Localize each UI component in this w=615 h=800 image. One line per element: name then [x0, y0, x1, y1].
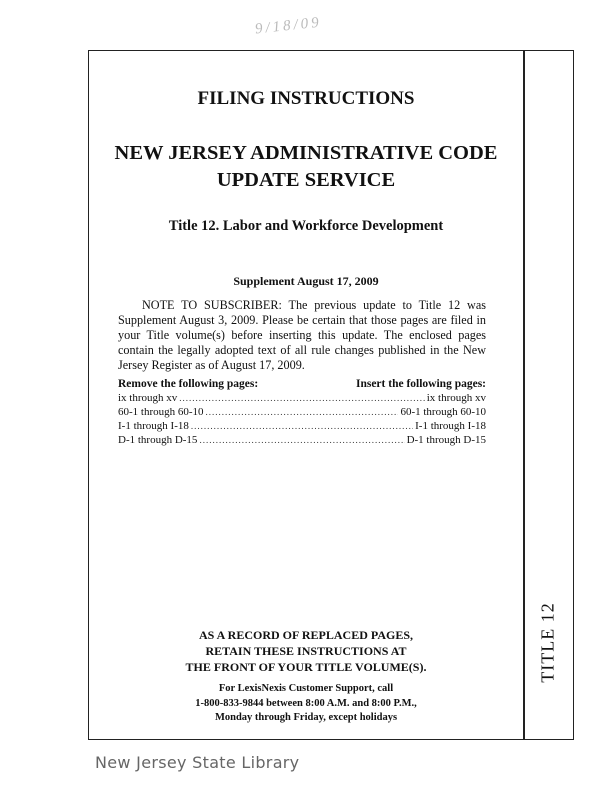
support-line-3: Monday through Friday, except holidays — [214, 712, 398, 723]
record-line-2: RETAIN THESE INSTRUCTIONS AT — [205, 644, 407, 658]
insert-pages: I-1 through I-18 — [415, 420, 486, 432]
remove-pages: ix through xv — [118, 392, 178, 404]
record-line-1: AS A RECORD OF REPLACED PAGES, — [198, 628, 414, 642]
list-item — [118, 419, 486, 433]
record-instructions — [88, 627, 524, 675]
remove-pages: I-1 through I-18 — [118, 420, 189, 432]
record-line-3: THE FRONT OF YOUR TITLE VOLUME(S). — [185, 660, 427, 674]
title-tab — [528, 595, 568, 690]
subtitle-line-1: NEW JERSEY ADMINISTRATIVE CODE — [114, 142, 498, 164]
library-stamp: New Jersey State Library — [95, 753, 300, 772]
title-tab-label: TITLE 12 — [537, 602, 558, 683]
insert-pages: ix through xv — [426, 392, 486, 404]
support-line-1: For LexisNexis Customer Support, call — [218, 683, 394, 694]
page-replacement-list — [118, 378, 486, 447]
leader-dots — [199, 433, 404, 447]
subscriber-note: NOTE TO SUBSCRIBER: The previous update to Title 12 was Supplement August 3, 2009. Please be certain that those pages are filed in your Title volume(s) before inserting this update. The enclosed pages contain the legally adopted text of all rule changes published in the New Jersey Register as of August 17, 2009. — [118, 298, 486, 372]
leader-dots — [206, 405, 399, 419]
list-item — [118, 405, 486, 419]
leader-dots — [179, 391, 424, 405]
remove-pages: 60-1 through 60-10 — [118, 406, 204, 418]
insert-header: Insert the following pages: — [355, 378, 486, 390]
title-name: Title 12. Labor and Workforce Development — [168, 218, 444, 234]
list-item — [118, 391, 486, 405]
leader-dots — [191, 419, 413, 433]
list-header — [118, 378, 486, 390]
remove-pages: D-1 through D-15 — [118, 434, 198, 446]
customer-support — [88, 682, 524, 726]
supplement-date: Supplement August 17, 2009 — [233, 274, 379, 288]
remove-header: Remove the following pages: — [118, 378, 259, 390]
page-title: FILING INSTRUCTIONS — [197, 88, 415, 109]
subtitle — [88, 140, 524, 194]
list-item — [118, 433, 486, 447]
handwritten-note: 9/18/09 — [254, 14, 323, 38]
insert-pages: 60-1 through 60-10 — [400, 406, 486, 418]
insert-pages: D-1 through D-15 — [406, 434, 486, 446]
support-line-2: 1-800-833-9844 between 8:00 A.M. and 8:00 P.M., — [195, 697, 417, 709]
subtitle-line-2: UPDATE SERVICE — [216, 169, 396, 191]
